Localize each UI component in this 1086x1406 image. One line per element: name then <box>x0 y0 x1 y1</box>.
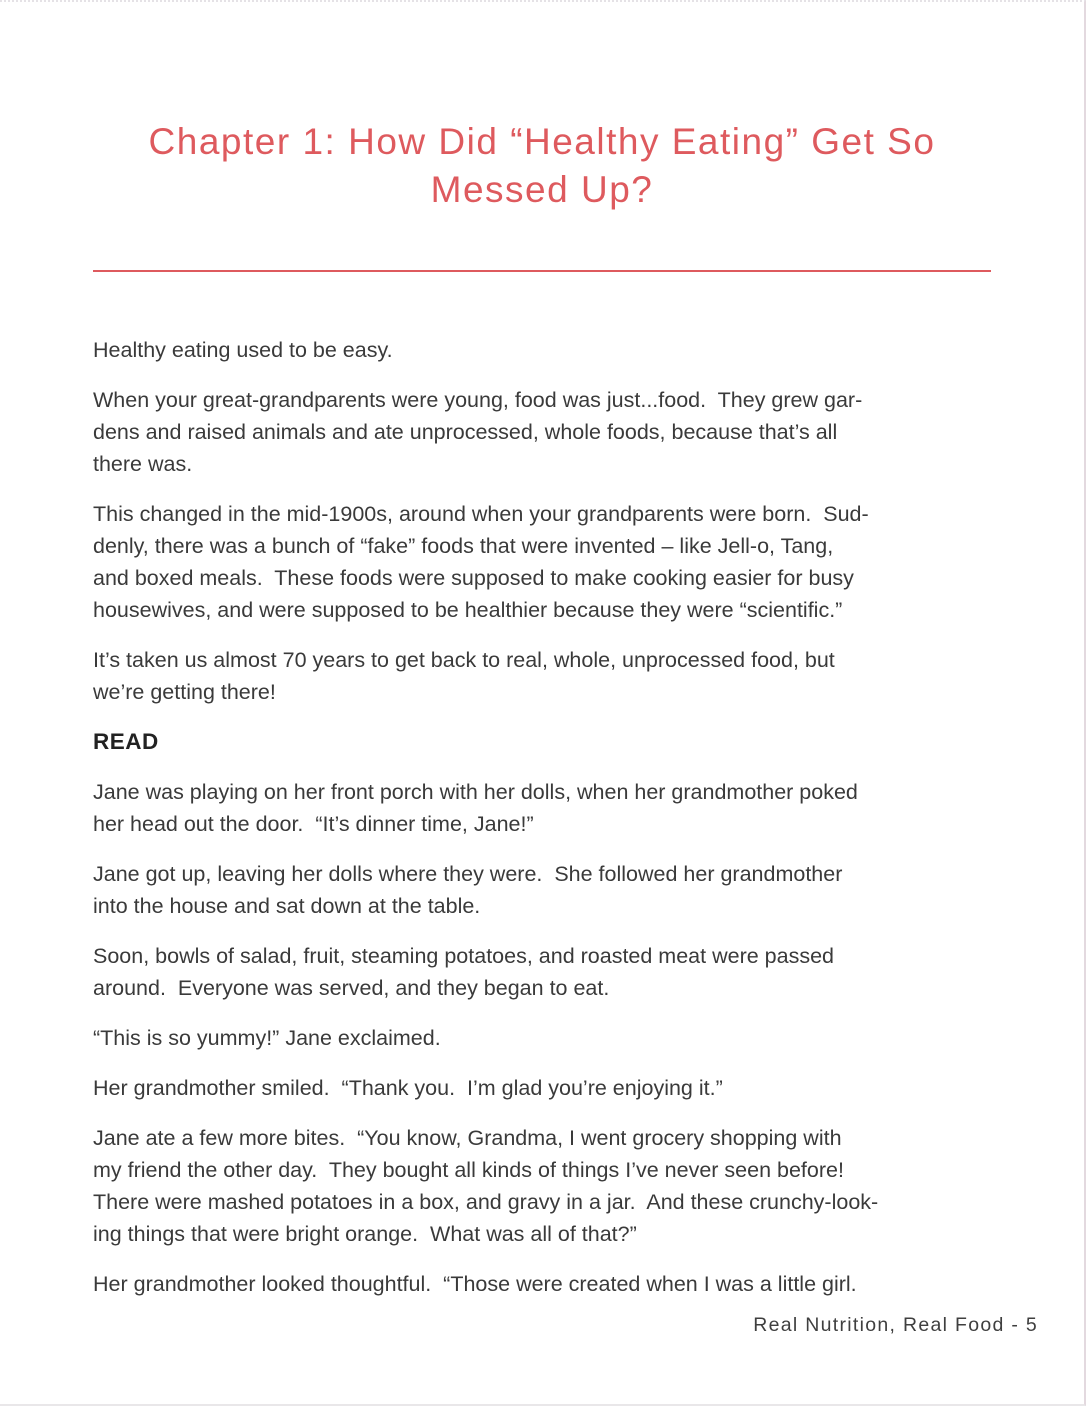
text-line: Jane got up, leaving her dolls where they were. She followed her grandmother <box>93 862 843 886</box>
paragraph <box>93 334 1084 366</box>
text-line: around. Everyone was served, and they began to eat. <box>93 976 610 1000</box>
text-line: It’s taken us almost 70 years to get back to real, whole, unprocessed food, but <box>93 648 835 672</box>
text-line: my friend the other day. They bought all kinds of things I’ve never seen before! <box>93 1158 844 1182</box>
paragraph <box>93 1022 1084 1054</box>
title-divider-rule <box>93 270 991 272</box>
text-line: housewives, and were supposed to be healthier because they were “scientific.” <box>93 598 843 622</box>
text-line: into the house and sat down at the table. <box>93 894 481 918</box>
text-line: READ <box>93 729 159 754</box>
text-line: Her grandmother looked thoughtful. “Those were created when I was a little girl. <box>93 1272 857 1296</box>
page-footer <box>726 1291 1038 1360</box>
text-line: Jane ate a few more bites. “You know, Grandma, I went grocery shopping with <box>93 1126 842 1150</box>
text-line: there was. <box>93 452 193 476</box>
footer-page-label: Real Nutrition, Real Food - 5 <box>753 1314 1038 1336</box>
paragraph <box>93 858 1084 922</box>
text-line: we’re getting there! <box>93 680 276 704</box>
paragraph <box>93 776 1084 840</box>
text-line: denly, there was a bunch of “fake” foods that were invented – like Jell-o, Tang, <box>93 534 834 558</box>
chapter-title-line-2: Messed Up? <box>430 169 654 210</box>
paragraph <box>93 644 1084 708</box>
paragraph <box>93 1122 1084 1250</box>
chapter-title-line-1: Chapter 1: How Did “Healthy Eating” Get So <box>148 121 936 162</box>
text-line: When your great-grandparents were young, food was just...food. They grew gar- <box>93 388 863 412</box>
text-line: her head out the door. “It’s dinner time, Jane!” <box>93 812 534 836</box>
text-line: Her grandmother smiled. “Thank you. I’m glad you’re enjoying it.” <box>93 1076 723 1100</box>
body-content <box>93 334 1084 1300</box>
paragraph <box>93 1072 1084 1104</box>
text-line: “This is so yummy!” Jane exclaimed. <box>93 1026 441 1050</box>
text-line: This changed in the mid-1900s, around when your grandparents were born. Sud- <box>93 502 869 526</box>
text-line: There were mashed potatoes in a box, and gravy in a jar. And these crunchy-look- <box>93 1190 879 1214</box>
paragraph <box>93 940 1084 1004</box>
section-heading <box>93 726 1084 758</box>
text-line: Jane was playing on her front porch with her dolls, when her grandmother poked <box>93 780 858 804</box>
text-line: and boxed meals. These foods were supposed to make cooking easier for busy <box>93 566 854 590</box>
text-line: Soon, bowls of salad, fruit, steaming potatoes, and roasted meat were passed <box>93 944 834 968</box>
text-line: ing things that were bright orange. What was all of that?” <box>93 1222 637 1246</box>
text-line: dens and raised animals and ate unprocessed, whole foods, because that’s all <box>93 420 838 444</box>
paragraph <box>93 498 1084 626</box>
chapter-title <box>0 2 1084 214</box>
paragraph <box>93 384 1084 480</box>
text-line: Healthy eating used to be easy. <box>93 338 393 362</box>
